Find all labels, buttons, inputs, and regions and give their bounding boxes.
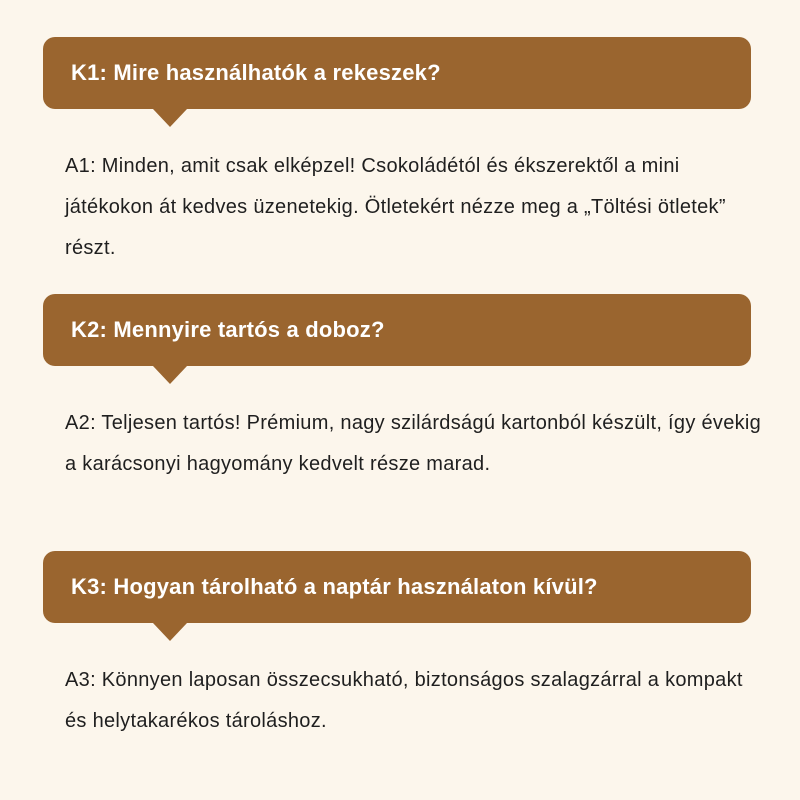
answer-text: A2: Teljesen tartós! Prémium, nagy szilárdságú kartonból készült, így évekig a karácsonyi hagyomány kedvelt része marad. xyxy=(65,412,762,475)
question-text: K3: Hogyan tárolható a naptár használaton kívül? xyxy=(71,574,598,599)
answer-text: A1: Minden, amit csak elképzel! Csokoládétól és ékszerektől a mini játékokon át kedves üzenetekig. Ötletekért nézze meg a „Töltési ötletek” részt. xyxy=(65,155,726,259)
question-text: K2: Mennyire tartós a doboz? xyxy=(71,317,385,342)
bubble-pointer xyxy=(153,366,187,384)
question-bubble xyxy=(43,294,751,366)
question-bubble xyxy=(43,551,751,623)
answer-text: A3: Könnyen laposan összecsukható, biztonságos szalagzárral a kompakt és helytakarékos tároláshoz. xyxy=(65,669,743,732)
question-text: K1: Mire használhatók a rekeszek? xyxy=(71,60,441,85)
bubble-pointer xyxy=(153,623,187,641)
bubble-pointer xyxy=(153,109,187,127)
question-bubble xyxy=(43,37,751,109)
